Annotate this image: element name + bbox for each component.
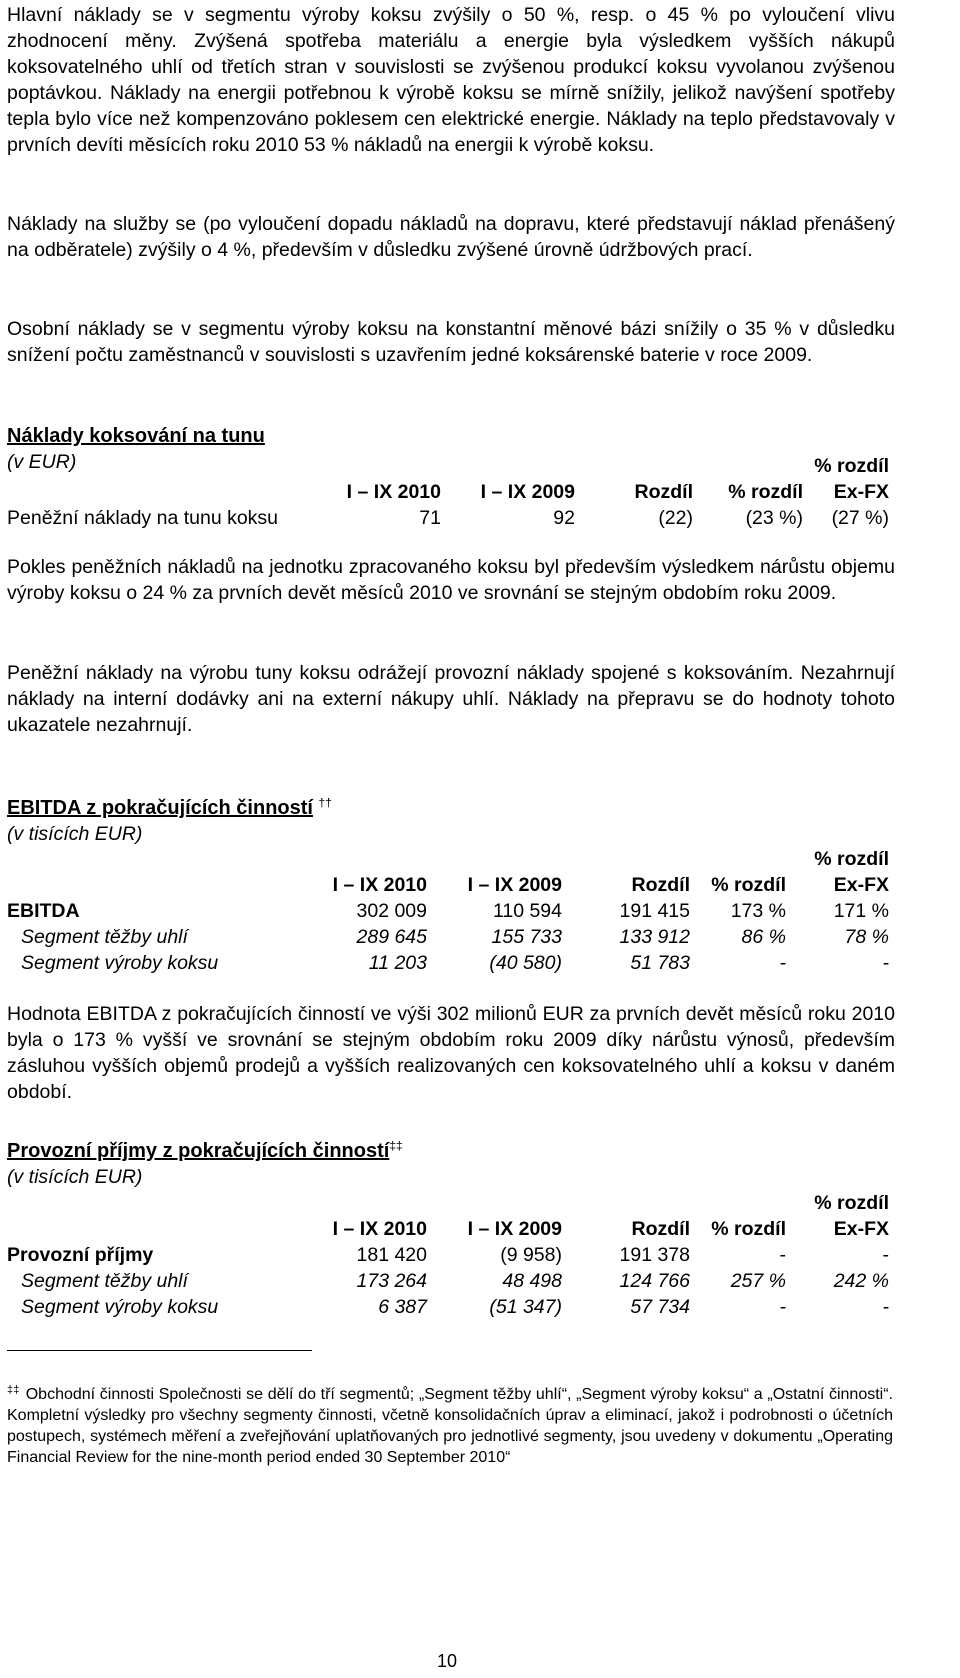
cell-2010: 289 645 (356, 926, 427, 948)
cell-diff: 51 783 (630, 952, 690, 974)
cell-2009: 110 594 (492, 900, 562, 922)
table-ebitda (7, 846, 889, 976)
table2-title: EBITDA z pokračujících činností †† (7, 795, 332, 819)
table1-header (7, 479, 889, 505)
table3-header (7, 1216, 889, 1242)
paragraph-material-costs: Hlavní náklady se v segmentu výroby koksu zvýšily o 50 %, resp. o 45 % po vyloučení vlivu zhodnocení měny. Zvýšená spotřeba materiálu a energie byla výsledkem vyšších nákupů koksovatelného uhlí od třetích stran v souvislosti se zvýšenou produkcí koksu vyvolanou zvýšenou poptávkou. Náklady na energii potřebnou k výrobě koksu se mírně snížily, jelikož navýšení spotřeby tepla bylo více než kompenzováno poklesem cen elektrické energie. Náklady na teplo představovaly v prvních devíti měsících roku 2010 53 % nákladů na energii k výrobě koksu. (7, 4, 895, 156)
table1-header-top (7, 453, 889, 479)
cell-diff: 57 734 (630, 1296, 690, 1318)
cell-2009: (40 580) (489, 952, 562, 974)
paragraph-service-costs: Náklady na služby se (po vyloučení dopadu nákladů na dopravu, které představují náklad přenášený na odběratele) zvýšily o 4 %, především v důsledku zvýšené úrovně údržbových prací. (7, 213, 895, 261)
footnote-text: Obchodní činnosti Společnosti se dělí do tří segmentů; „Segment těžby uhlí“, „Segment výroby koksu“ a „Ostatní činnosti“. Kompletní výsledky pro všechny segmenty činnosti, včetně konsolidačních úprav a eliminací, jakož i podrobnosti o účetních postupech, systémech měření a zveřejňování uplatňovaných pro jednotlivé segmenty, jsou uvedeny v dokumentu „Operating Financial Review for the nine-month period ended 30 September 2010“ (7, 1386, 893, 1466)
table1-unit: (v EUR) (7, 451, 77, 473)
col-header-2010: I – IX 2010 (346, 481, 441, 503)
cell-diff: 191 415 (619, 900, 690, 922)
col-header-exfx: Ex-FX (833, 1218, 889, 1240)
paragraph-cash-cost-decline: Pokles peněžních nákladů na jednotku zpracovaného koksu byl především výsledkem nárůstu objemu výroby koksu o 24 % za prvních devět měsíců 2010 ve srovnání se stejným obdobím roku 2009. (7, 556, 895, 604)
paragraph-personnel-costs: Osobní náklady se v segmentu výroby koksu na konstantní měnové bázi snížily o 35 % v důsledku snížení počtu zaměstnanců v souvislosti s uzavřením jedné koksárenské baterie v roce 2009. (7, 318, 895, 366)
table3-header-top (7, 1190, 889, 1216)
footnote-divider (7, 1350, 312, 1351)
cell-2009: 155 733 (491, 926, 562, 948)
cell-2010: 71 (419, 507, 441, 529)
col-header-pct: % rozdíl (711, 874, 786, 896)
table-row (7, 898, 889, 924)
cell-2010: 181 420 (356, 1244, 427, 1266)
table1-title: Náklady koksování na tunu (7, 425, 265, 447)
table-row (7, 1242, 889, 1268)
cell-exfx: - (882, 1244, 889, 1266)
col-header-pct-top: % rozdíl (814, 848, 889, 870)
table2-unit: (v tisících EUR) (7, 823, 143, 845)
cell-2010: 11 203 (368, 952, 427, 974)
cell-pct: - (779, 1244, 786, 1266)
table-row (7, 924, 889, 950)
row-label: Segment výroby koksu (21, 952, 219, 974)
cell-exfx: - (882, 952, 889, 974)
table3-title: Provozní příjmy z pokračujících činností‡‡ (7, 1138, 403, 1162)
cell-2010: 173 264 (356, 1270, 427, 1292)
table-coking-cost-per-ton (7, 453, 889, 531)
cell-exfx: 78 % (844, 926, 889, 948)
col-header-exfx: Ex-FX (833, 874, 889, 896)
cell-2010: 302 009 (356, 900, 427, 922)
col-header-diff: Rozdíl (631, 1218, 690, 1240)
table-row (7, 1294, 889, 1320)
paragraph-cash-cost-definition: Peněžní náklady na výrobu tuny koksu odrážejí provozní náklady spojené s koksováním. Nezahrnují náklady na interní dodávky ani na externí nákupy uhlí. Náklady na přepravu se do hodnoty tohoto ukazatele nezahrnují. (7, 662, 895, 736)
footnote (7, 1384, 893, 1468)
cell-diff: (22) (658, 507, 693, 529)
table3-unit: (v tisících EUR) (7, 1166, 143, 1188)
page-number: 10 (437, 1651, 458, 1671)
table-operating-revenue (7, 1190, 889, 1320)
col-header-2010: I – IX 2010 (332, 1218, 427, 1240)
row-label: EBITDA (7, 900, 80, 922)
cell-pct: - (779, 1296, 786, 1318)
col-header-pct-top: % rozdíl (814, 1192, 889, 1214)
row-label: Peněžní náklady na tunu koksu (7, 507, 279, 529)
table-row (7, 1268, 889, 1294)
cell-diff: 191 378 (619, 1244, 690, 1266)
row-label: Segment výroby koksu (21, 1296, 219, 1318)
cell-exfx: 242 % (833, 1270, 889, 1292)
table-row (7, 950, 889, 976)
col-header-pct: % rozdíl (728, 481, 803, 503)
col-header-2009: I – IX 2009 (480, 481, 575, 503)
row-label: Segment těžby uhlí (21, 1270, 188, 1292)
cell-pct: - (779, 952, 786, 974)
cell-exfx: 171 % (833, 900, 889, 922)
cell-2009: 92 (553, 507, 575, 529)
col-header-2010: I – IX 2010 (332, 874, 427, 896)
cell-pct: 86 % (741, 926, 786, 948)
col-header-pct: % rozdíl (711, 1218, 786, 1240)
col-header-exfx: Ex-FX (833, 481, 889, 503)
cell-exfx: (27 %) (831, 507, 889, 529)
cell-diff: 124 766 (619, 1270, 690, 1292)
table2-header-top (7, 846, 889, 872)
col-header-2009: I – IX 2009 (467, 1218, 562, 1240)
table2-header (7, 872, 889, 898)
cell-2009: (9 958) (500, 1244, 562, 1266)
cell-2009: 48 498 (502, 1270, 562, 1292)
col-header-pct-top: % rozdíl (814, 455, 889, 477)
cell-2010: 6 387 (378, 1296, 427, 1318)
row-label: Segment těžby uhlí (21, 926, 188, 948)
table-row (7, 505, 889, 531)
row-label: Provozní příjmy (7, 1244, 154, 1266)
col-header-diff: Rozdíl (634, 481, 693, 503)
cell-pct: 257 % (730, 1270, 786, 1292)
cell-pct: 173 % (730, 900, 786, 922)
col-header-2009: I – IX 2009 (467, 874, 562, 896)
cell-exfx: - (882, 1296, 889, 1318)
footnote-mark: ‡‡ (7, 1383, 20, 1396)
cell-pct: (23 %) (745, 507, 803, 529)
cell-diff: 133 912 (619, 926, 690, 948)
paragraph-ebitda: Hodnota EBITDA z pokračujících činností ve výši 302 milionů EUR za prvních devět měsíců roku 2010 byla o 173 % vyšší ve srovnání se stejným obdobím roku 2009 díky nárůstu výnosů, především zásluhou vyšších objemů prodejů a vyšších realizovaných cen koksovatelného uhlí a koksu v daném období. (7, 1003, 895, 1103)
col-header-diff: Rozdíl (631, 874, 690, 896)
cell-2009: (51 347) (489, 1296, 562, 1318)
